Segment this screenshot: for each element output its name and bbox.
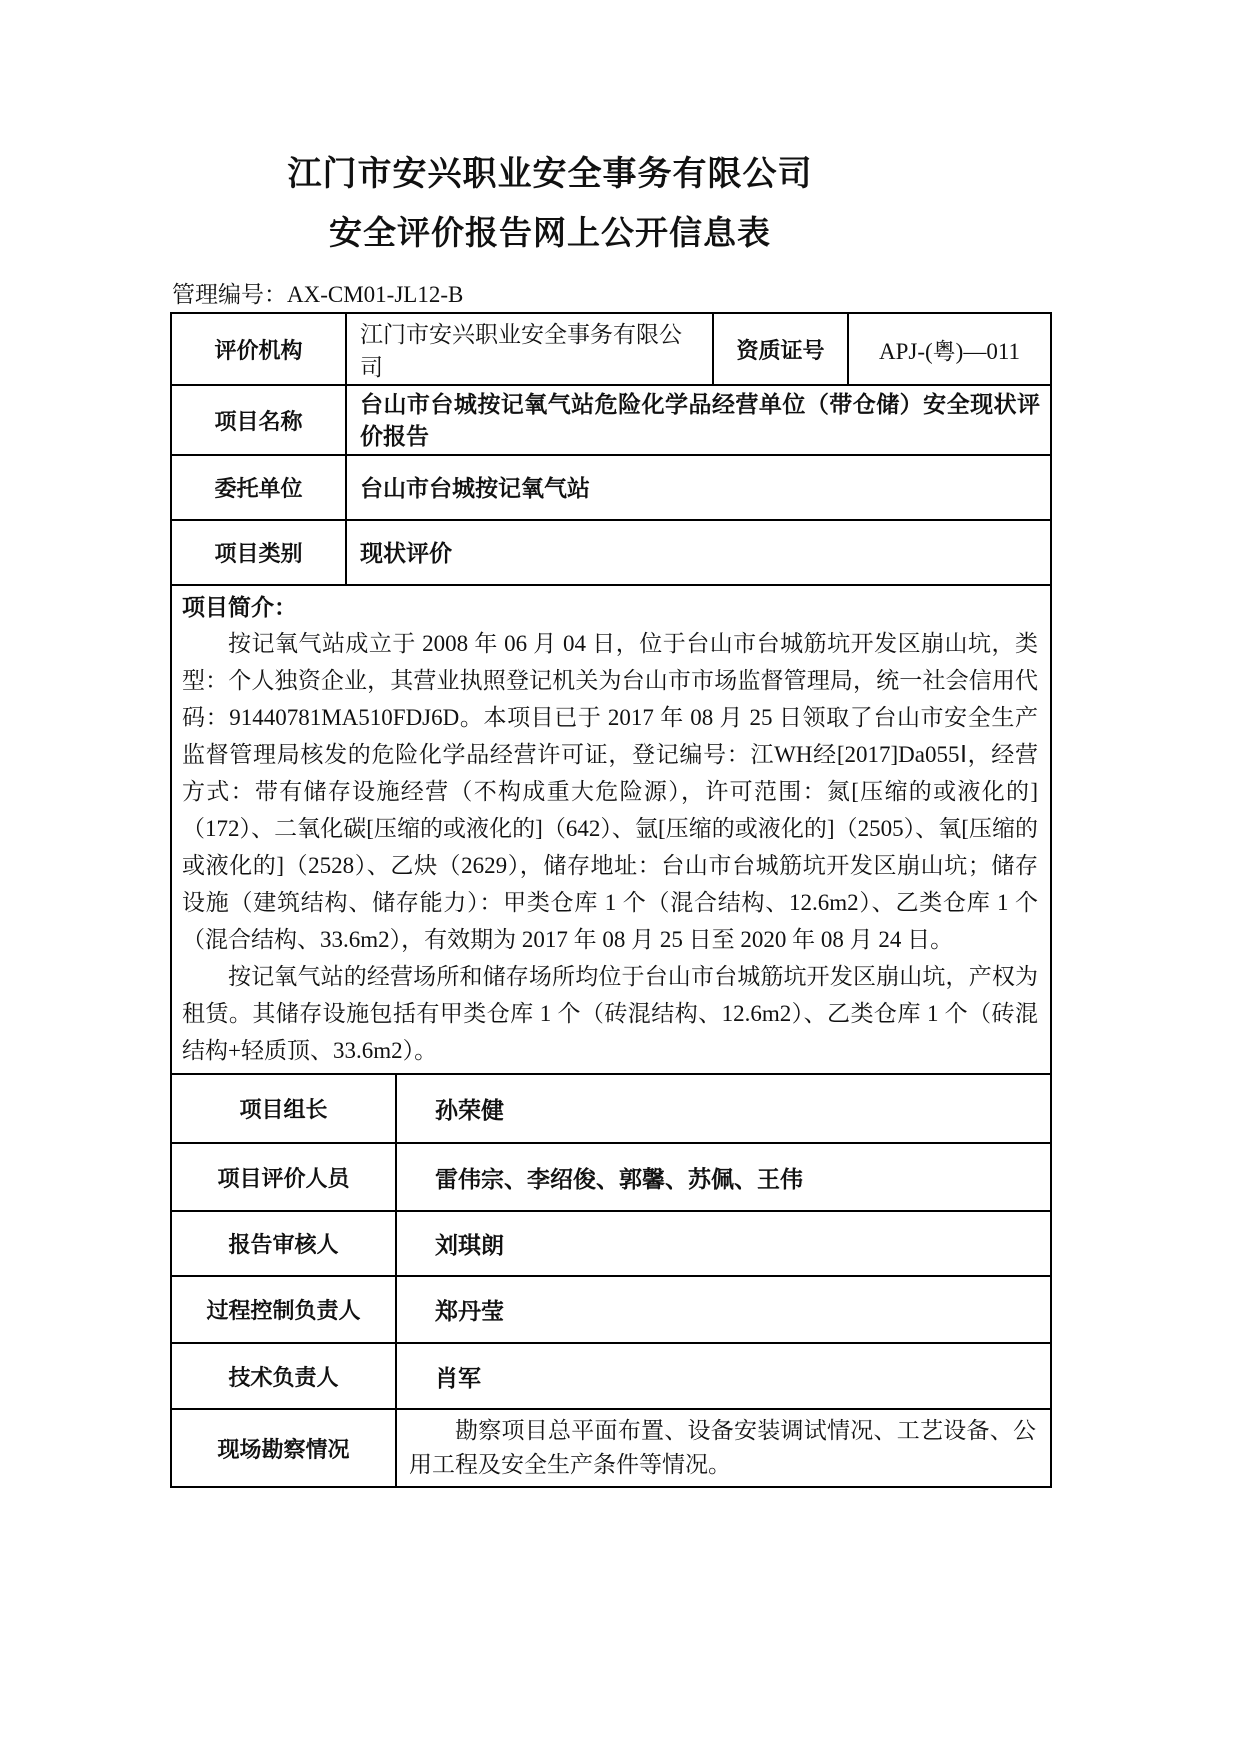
row-project-intro bbox=[171, 585, 1051, 1074]
project-name-label: 项目名称 bbox=[171, 385, 346, 455]
info-table bbox=[170, 312, 1052, 1488]
report-reviewer-label: 报告审核人 bbox=[171, 1211, 396, 1276]
technical-director-value: 肖军 bbox=[396, 1343, 1051, 1409]
project-type-value: 现状评价 bbox=[346, 520, 1051, 585]
row-evaluators bbox=[171, 1143, 1051, 1211]
project-intro-cell bbox=[171, 585, 1051, 1074]
technical-director-label: 技术负责人 bbox=[171, 1343, 396, 1409]
row-report-reviewer bbox=[171, 1211, 1051, 1276]
client-unit-value: 台山市台城按记氧气站 bbox=[346, 455, 1051, 520]
evaluation-agency-value: 江门市安兴职业安全事务有限公司 bbox=[346, 313, 713, 385]
row-client-unit bbox=[171, 455, 1051, 520]
client-unit-label: 委托单位 bbox=[171, 455, 346, 520]
row-project-leader bbox=[171, 1074, 1051, 1143]
project-intro-heading: 项目简介： bbox=[182, 594, 297, 620]
doc-number-value: AX-CM01-JL12-B bbox=[287, 282, 464, 307]
evaluators-value: 雷伟宗、李绍俊、郭馨、苏佩、王伟 bbox=[396, 1143, 1051, 1211]
doc-number-line bbox=[172, 281, 463, 309]
evaluators-label: 项目评价人员 bbox=[171, 1143, 396, 1211]
project-type-label: 项目类别 bbox=[171, 520, 346, 585]
report-reviewer-value: 刘琪朗 bbox=[396, 1211, 1051, 1276]
certificate-number-label: 资质证号 bbox=[713, 313, 848, 385]
row-project-name bbox=[171, 385, 1051, 455]
certificate-number-value: APJ-(粤)—011 bbox=[848, 313, 1051, 385]
project-intro-paragraph-2: 按记氧气站的经营场所和储存场所均位于台山市台城筋坑开发区崩山坑，产权为租赁。其储存设施包括有甲类仓库 1 个（砖混结构、12.6m2）、乙类仓库 1 个（砖混结构+轻质顶、33.6m2）。 bbox=[182, 964, 1038, 1063]
doc-number-label: 管理编号： bbox=[172, 282, 287, 307]
row-process-controller bbox=[171, 1276, 1051, 1343]
evaluation-agency-label: 评价机构 bbox=[171, 313, 346, 385]
row-site-survey bbox=[171, 1409, 1051, 1487]
row-project-type bbox=[171, 520, 1051, 585]
document-title: 安全评价报告网上公开信息表 bbox=[329, 214, 771, 251]
row-technical-director bbox=[171, 1343, 1051, 1409]
process-controller-label: 过程控制负责人 bbox=[171, 1276, 396, 1343]
row-evaluation-agency bbox=[171, 313, 1051, 385]
company-title: 江门市安兴职业安全事务有限公司 bbox=[287, 155, 813, 193]
project-leader-value: 孙荣健 bbox=[396, 1074, 1051, 1143]
site-survey-label: 现场勘察情况 bbox=[171, 1409, 396, 1487]
site-survey-value: 勘察项目总平面布置、设备安装调试情况、工艺设备、公用工程及安全生产条件等情况。 bbox=[396, 1409, 1051, 1487]
project-intro-paragraph-1: 按记氧气站成立于 2008 年 06 月 04 日，位于台山市台城筋坑开发区崩山坑，类型：个人独资企业，其营业执照登记机关为台山市市场监督管理局，统一社会信用代码：91440781MA510FDJ6D。本项目已于 2017 年 08 月 25 日领取了台山市安全生产监督管理局核发的危险化学品经营许可证，登记编号：江WH经[2017]Da055Ⅰ，经营方式：带有储存设施经营（不构成重大危险源），许可范围：氮[压缩的或液化的]（172）、二氧化碳[压缩的或液化的]（642）、氩[压缩的或液化的]（2505）、氧[压缩的或液化的]（2528）、乙炔（2629），储存地址：台山市台城筋坑开发区崩山坑；储存设施（建筑结构、储存能力）：甲类仓库 1 个（混合结构、12.6m2）、乙类仓库 1 个（混合结构、33.6m2），有效期为 2017 年 08 月 25 日至 2020 年 08 月 24 日。 bbox=[182, 631, 1038, 952]
process-controller-value: 郑丹莹 bbox=[396, 1276, 1051, 1343]
project-leader-label: 项目组长 bbox=[171, 1074, 396, 1143]
project-name-value: 台山市台城按记氧气站危险化学品经营单位（带仓储）安全现状评价报告 bbox=[346, 385, 1051, 455]
